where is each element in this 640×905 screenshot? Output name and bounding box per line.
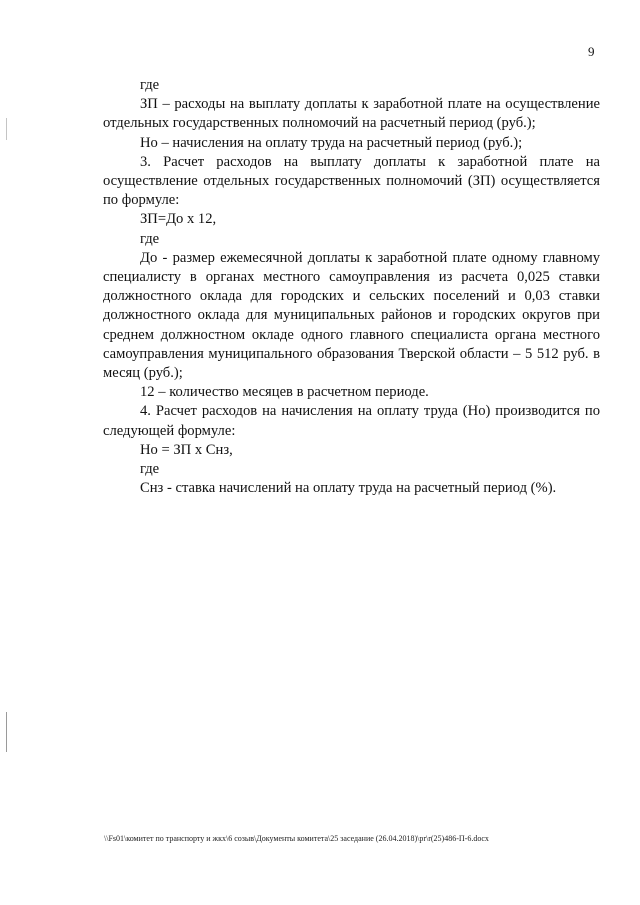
definition-months: 12 – количество месяцев в расчетном периоде.	[140, 384, 429, 401]
document-body	[103, 76, 600, 498]
footer-file-path: \\Fs01\комитет по транспорту и жкх\6 созыв\Документы комитета\25 заседание (26.04.2018)\pr\r(25)486-П-6.docx	[104, 834, 489, 843]
formula-zp: ЗП=До х 12,	[140, 211, 217, 228]
scan-edge-mark-bottom	[6, 712, 7, 752]
clause-3: 3. Расчет расходов на выплату доплаты к заработной плате на осуществление отдельных государственных полномочий (ЗП) осуществляется по формуле:	[103, 153, 600, 209]
definition-zp: ЗП – расходы на выплату доплаты к заработной плате на осуществление отдельных государственных полномочий на расчетный период (руб.);	[103, 96, 600, 132]
word-where-3: где	[140, 461, 160, 478]
definition-no: Но – начисления на оплату труда на расчетный период (руб.);	[140, 134, 523, 151]
page-number: 9	[588, 44, 595, 59]
word-where-1: где	[140, 77, 160, 93]
clause-4: 4. Расчет расходов на начисления на оплату труда (Но) производится по следующей формуле:	[103, 403, 600, 439]
scan-edge-mark-top	[6, 118, 7, 140]
definition-do: До - размер ежемесячной доплаты к заработной плате одному главному специалисту в органах местного самоуправления из расчета 0,025 ставки должностного оклада для городских и сельских поселений и 0,03 ставки должностного оклада для муниципальных районов и городских округов при среднем должностном окладе одного главного специалиста органа местного самоуправления муниципального образования Тверской области – 5 512 руб. в месяц (руб.);	[103, 249, 600, 382]
definition-snz: Снз - ставка начислений на оплату труда на расчетный период (%).	[140, 480, 557, 497]
formula-no: Но = ЗП х Снз,	[140, 441, 233, 458]
word-where-2: где	[140, 230, 160, 247]
